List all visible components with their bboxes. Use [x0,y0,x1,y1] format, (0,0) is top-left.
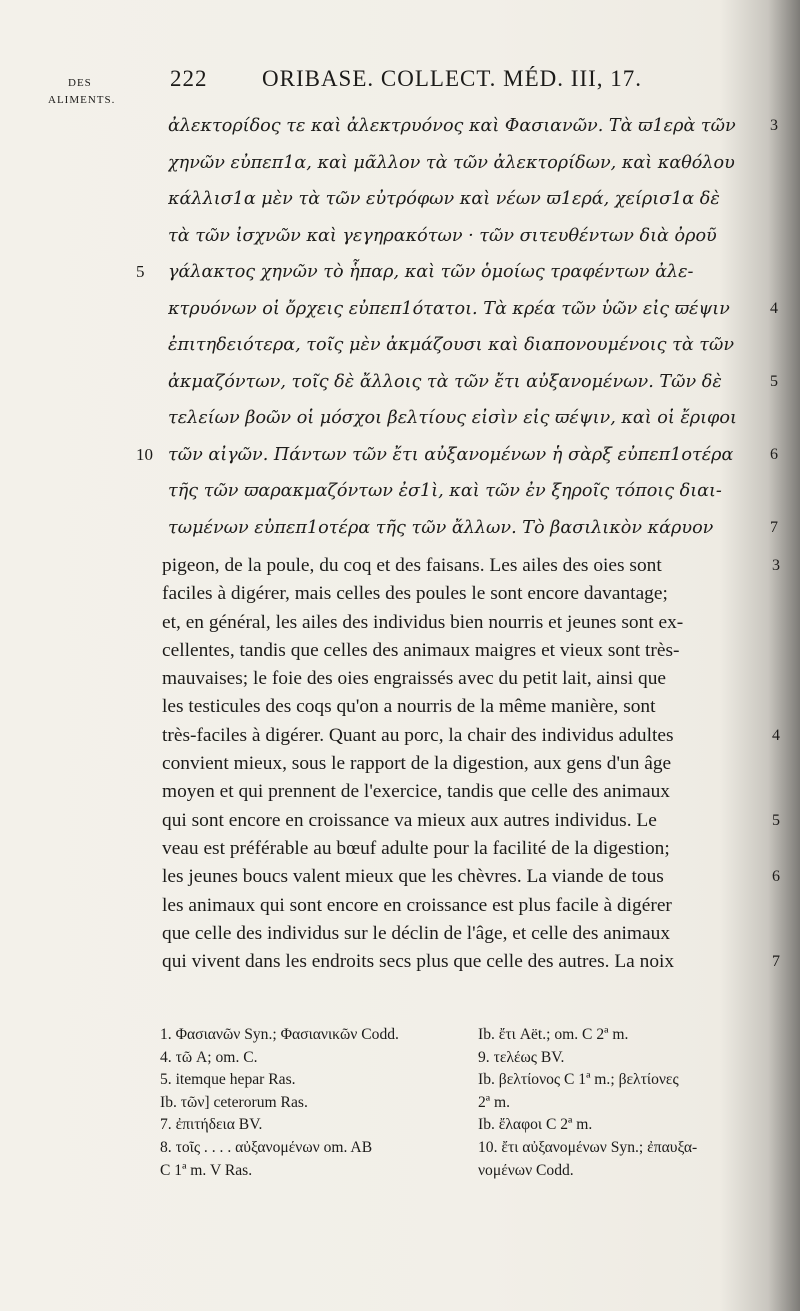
section-number: 3 [770,117,778,134]
footnote-line: 7. ἐπιτήδεια BV. [160,1116,263,1134]
greek-line-text: τὰ τῶν ἰσχνῶν καὶ γεγηρακότων · τῶν σιτευθέντων διὰ ὀροῦ [168,225,717,246]
greek-line [136,254,768,291]
greek-line-text: τῆς τῶν ϖαρακμαζόντων ἐσ1ὶ, καὶ τῶν ἐν ξηροῖς τόποις διαι- [168,481,722,501]
french-line-text: les jeunes boucs valent mieux que les chèvres. La viande de tous [162,866,664,888]
line-number: 10 [136,444,153,464]
french-line [162,693,770,721]
footnote-line: C 1ª m. V Ras. [160,1161,253,1179]
greek-line [168,145,768,182]
french-line-text: qui sont encore en croissance va mieux aux autres individus. Le [162,809,657,831]
greek-line [168,510,778,547]
french-line-text: qui vivent dans les endroits secs plus que celle des autres. La noix [162,951,675,973]
french-line [162,948,780,976]
french-line-text: convient mieux, sous le rapport de la digestion, aux gens d'un âge [162,753,672,775]
greek-line-text: τελείων βοῶν οἱ μόσχοι βελτίους εἰσὶν εἰς ϖέψιν, καὶ οἱ ἔριφοι [168,408,737,428]
section-number: 7 [772,953,780,971]
french-line-text: veau est préférable au bœuf adulte pour la facilité de la digestion; [162,837,670,859]
french-line [162,750,770,778]
footnote-line: Ib. ἔλαφοι C 2ª m. [478,1116,593,1134]
french-line-text: mauvaises; le foie des oies engraissés avec du petit lait, ainsi que [162,668,667,690]
french-line-text: pigeon, de la poule, du coq et des faisans. Les ailes des oies sont [162,555,662,576]
footnote-line: 10. ἔτι αὐξανομένων Syn.; ἐπαυξα- [478,1138,698,1156]
footnotes-left-column [160,1024,470,1182]
greek-line [168,364,778,401]
french-line [162,835,770,863]
greek-line [168,473,768,510]
footnote-line: 2ª m. [478,1093,511,1111]
french-line-text: et, en général, les ailes des individus bien nourris et jeunes sont ex- [162,611,684,633]
section-number: 6 [772,868,780,886]
french-line [162,892,770,920]
french-line [162,552,780,580]
footnote-line: 5. itemque hepar Ras. [160,1071,296,1089]
french-line-text: les testicules des coqs qu'on a nourris de la même manière, sont [162,696,656,718]
greek-line-text: ἀλεκτορίδος τε καὶ ἀλεκτρυόνος καὶ Φασιανῶν. Τὰ ϖ1ερὰ τῶν [168,116,736,136]
greek-line-text: τῶν αἰγῶν. Πάντων τῶν ἔτι αὐξανομένων ἡ σὰρξ εὐπεπ1οτέρα [168,444,734,465]
french-line [162,778,770,806]
greek-line [136,437,778,474]
french-line-text: les animaux qui sont encore en croissance est plus facile à digérer [162,894,672,916]
page-number: 222 [170,66,208,91]
footnote-line: νομένων Codd. [478,1161,574,1179]
margin-note-line: DES [68,77,92,89]
line-number: 5 [136,262,145,281]
greek-line [168,218,768,255]
page-header [170,62,770,96]
greek-line-text: γάλακτος χηνῶν τὸ ἧπαρ, καὶ τῶν ὁμοίως τραφέντων ἀλε- [168,262,694,282]
french-line-text: cellentes, tandis que celles des animaux maigres et vieux sont très- [162,639,680,661]
french-line [162,665,770,693]
footnote-line: 1. Φασιανῶν Syn.; Φασιανικῶν Codd. [160,1026,399,1043]
french-line [162,609,770,637]
greek-line [168,291,778,328]
section-number: 6 [770,445,778,463]
footnote-line: Ib. τῶν] ceterorum Ras. [160,1093,308,1111]
greek-line [168,400,768,437]
greek-line [168,108,778,145]
french-line-text: moyen et qui prennent de l'exercice, tandis que celle des animaux [162,781,670,803]
footnote-line: Ib. βελτίονος C 1ª m.; βελτίονες [478,1071,679,1089]
greek-line-text: ἐπιτηδειότερα, τοῖς μὲν ἀκμάζουσι καὶ διαπονουμένοις τὰ τῶν [168,335,735,355]
section-number: 5 [772,811,780,829]
footnotes-right-column [478,1024,770,1182]
margin-note-line: ALIMENTS. [48,94,116,106]
greek-line [168,327,768,364]
section-number: 3 [772,557,780,574]
section-number: 4 [772,726,780,744]
french-line-text: que celle des individus sur le déclin de l'âge, et celle des animaux [162,922,671,944]
french-line-text: très-faciles à digérer. Quant au porc, la chair des individus adultes [162,724,674,746]
greek-line [168,181,768,218]
greek-line-text: κτρυόνων οἱ ὄρχεις εὐπεπ1ότατοι. Τὰ κρέα τῶν ὑῶν εἰς ϖέψιν [168,298,730,319]
margin-note [48,75,128,109]
footnote-line: 9. τελέως BV. [478,1048,565,1066]
french-line [162,920,770,948]
french-line-text: faciles à digérer, mais celles des poules le sont encore davantage; [162,583,668,605]
french-line [162,580,770,608]
greek-line-text: κάλλισ1α μὲν τὰ τῶν εὐτρόφων καὶ νέων ϖ1ερά, χείρισ1α δὲ [168,189,720,209]
running-head: ORIBASE. COLLECT. MÉD. III, 17. [262,66,643,91]
section-number: 7 [770,518,778,536]
section-number: 5 [770,372,778,390]
section-number: 4 [770,299,778,317]
greek-line-text: ἀκμαζόντων, τοῖς δὲ ἄλλοις τὰ τῶν ἔτι αὐξανομένων. Τῶν δὲ [168,371,722,392]
french-line [162,863,780,891]
french-line [162,807,780,835]
footnote-line: 4. τῶ A; om. C. [160,1048,258,1066]
greek-line-text: χηνῶν εὐπεπ1α, καὶ μᾶλλον τὰ τῶν ἀλεκτορίδων, καὶ καθόλου [168,152,735,173]
french-line [162,637,770,665]
french-line [162,722,780,750]
footnote-line: 8. τοῖς . . . . αὐξανομένων om. AB [160,1138,373,1156]
footnote-line: Ib. ἔτι Aët.; om. C 2ª m. [478,1026,629,1043]
french-translation-block [162,552,780,976]
greek-text-block [136,108,778,546]
greek-line-text: τωμένων εὐπεπ1οτέρα τῆς τῶν ἄλλων. Τὸ βασιλικὸν κάρυον [168,517,714,538]
